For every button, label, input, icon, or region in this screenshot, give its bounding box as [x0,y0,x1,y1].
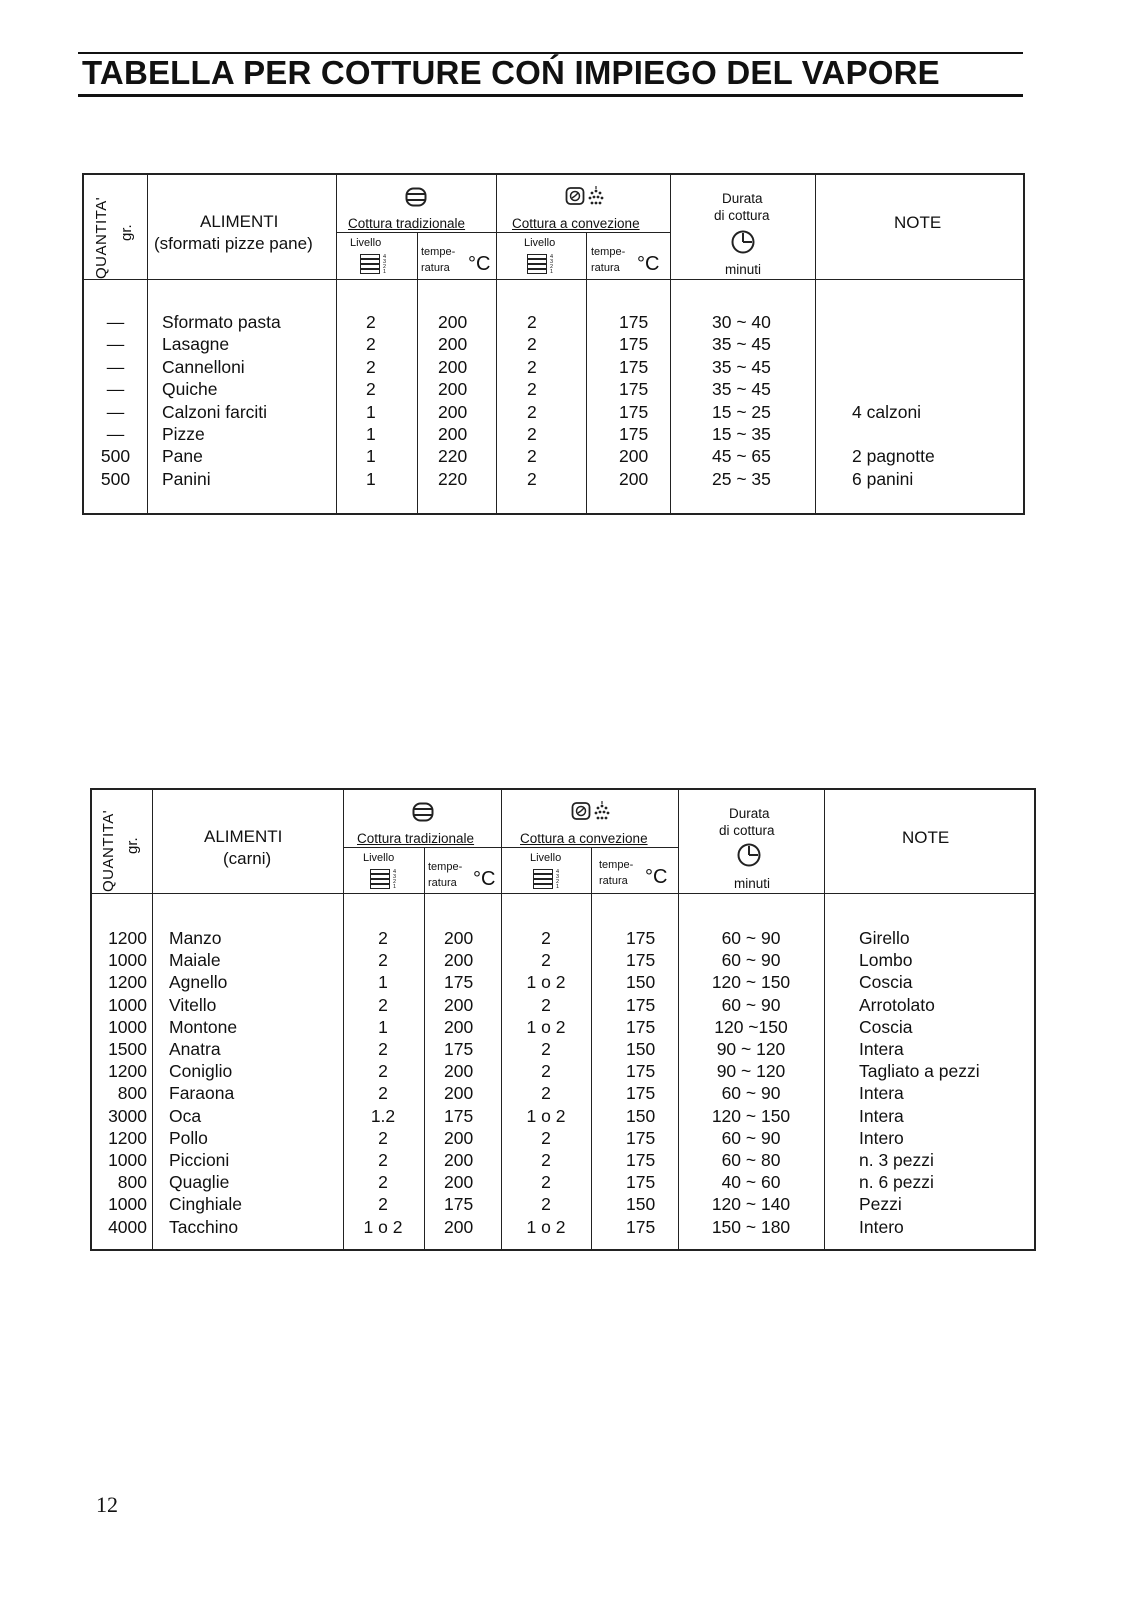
conv-level-cell: 2 [527,468,537,489]
note-cell: Intera [859,1083,904,1104]
conv-level-cell: 2 [527,312,537,332]
table-row [92,1193,1034,1215]
quantity-cell: 1200 [108,1061,147,1082]
table-row [92,994,1034,1016]
oven-level-icon [370,869,390,889]
duration-cell: 60 ~ 80 [721,1150,781,1170]
conv-level-cell: 2 [541,1083,551,1104]
trad-temp-cell: 175 [444,1194,474,1215]
quantity-cell: 4000 [108,1216,147,1237]
trad-temp-cell: 175 [444,1039,474,1059]
conv-level-cell: 2 [527,334,537,355]
quantity-cell: 1000 [108,994,147,1015]
table-row [84,423,1023,445]
traditional-oven-icon [412,802,434,822]
conv-level-cell: 2 [541,928,551,948]
trad-temp-cell: 200 [438,356,468,377]
duration-cell: 35 ~ 45 [712,379,771,400]
conv-temp-cell: 175 [619,401,649,422]
trad-level-cell: 1 [366,401,376,422]
celsius-label: °C [473,868,496,890]
conv-level-cell: 1 o 2 [526,972,566,993]
quantity-cell: — [106,401,125,422]
fan-steam-icon [571,800,615,822]
temp-header-1: tempe- [599,859,634,871]
quantity-cell: 800 [117,1083,147,1104]
quantity-header: QUANTITA' [93,196,110,279]
food-cell: Oca [169,1105,202,1126]
notes-header: NOTE [902,828,950,847]
clock-icon [736,842,762,868]
note-cell: Coscia [859,1016,913,1037]
conv-temp-cell: 200 [619,446,649,467]
trad-level-cell: 2 [378,1061,388,1082]
quantity-cell: 1000 [108,950,147,971]
conv-level-cell: 2 [527,379,537,400]
food-cell: Piccioni [169,1150,230,1170]
table-row [92,1105,1034,1127]
table-row [84,445,1023,467]
trad-temp-cell: 200 [444,1150,474,1170]
celsius-label: °C [645,866,668,888]
quantity-cell: — [106,424,125,444]
conv-level-cell: 1 o 2 [526,1105,566,1126]
food-subheader: (carni) [223,849,272,868]
food-cell: Manzo [169,928,222,948]
conv-level-cell: 2 [527,424,537,444]
food-cell: Cinghiale [169,1194,242,1215]
trad-temp-cell: 200 [438,379,468,400]
level-header: Livello [363,852,395,864]
quantity-header: QUANTITA' [100,809,117,892]
duration-subheader: di cottura [714,208,770,223]
quantity-cell: 1000 [108,1150,147,1170]
trad-temp-cell: 200 [444,994,474,1015]
food-cell: Coniglio [169,1061,233,1082]
header-divider [84,279,1023,280]
trad-level-cell: 1 [366,468,376,489]
note-cell: 2 pagnotte [852,446,935,467]
table-row [84,401,1023,423]
trad-level-cell: 2 [366,334,376,355]
quantity-cell: — [106,356,125,377]
conv-level-cell: 2 [541,1039,551,1059]
traditional-header: Cottura tradizionale [357,831,475,846]
duration-cell: 60 ~ 90 [721,1127,781,1148]
food-cell: Calzoni farciti [162,401,268,422]
level-header: Livello [530,852,562,864]
table-row [84,356,1023,378]
quantity-cell: — [106,379,125,400]
minutes-header: minuti [725,262,762,277]
trad-level-cell: 1 o 2 [363,1216,403,1237]
note-cell: Coscia [859,972,913,993]
table-carni [90,788,1036,1251]
convection-header: Cottura a convezione [512,216,640,231]
grams-header: gr. [124,837,141,854]
food-cell: Anatra [169,1039,221,1059]
note-cell: n. 6 pezzi [859,1172,934,1193]
oven-level-icon [360,254,380,274]
note-cell: Intero [859,1216,904,1237]
conv-temp-cell: 175 [626,1216,656,1237]
level-header: Livello [524,237,556,249]
trad-temp-cell: 200 [444,1083,474,1104]
duration-header: Durata [722,191,763,206]
trad-temp-cell: 175 [444,972,474,993]
conv-temp-cell: 175 [626,1016,656,1037]
duration-cell: 60 ~ 90 [721,994,781,1015]
food-header: ALIMENTI [200,212,279,231]
conv-level-cell: 2 [527,356,537,377]
note-cell: Intero [859,1127,904,1148]
oven-level-icon [527,254,547,274]
conv-temp-cell: 150 [626,972,656,993]
food-cell: Cannelloni [162,356,245,377]
trad-temp-cell: 200 [444,928,474,948]
table-row [84,311,1023,333]
celsius-label: °C [468,253,491,275]
trad-temp-cell: 200 [438,401,468,422]
conv-temp-cell: 175 [619,424,649,444]
table-row [92,971,1034,993]
note-cell: Intera [859,1039,904,1059]
conv-temp-cell: 175 [619,356,649,377]
trad-level-cell: 2 [378,994,388,1015]
quantity-cell: 1200 [108,972,147,993]
conv-level-cell: 2 [527,401,537,422]
food-cell: Vitello [169,994,217,1015]
conv-level-cell: 2 [541,1194,551,1215]
conv-temp-cell: 175 [619,312,649,332]
conv-temp-cell: 175 [626,1061,656,1082]
trad-temp-cell: 200 [444,1216,474,1237]
duration-cell: 60 ~ 90 [721,1083,781,1104]
food-cell: Pane [162,446,203,467]
trad-temp-cell: 200 [444,1016,474,1037]
duration-cell: 15 ~ 35 [712,424,771,444]
food-cell: Maiale [169,950,221,971]
minutes-header: minuti [734,876,771,891]
quantity-cell: 1200 [108,928,147,948]
duration-subheader: di cottura [719,823,775,838]
temp-header-2: ratura [591,262,620,274]
table-row [84,468,1023,490]
subheader-divider [336,232,670,233]
trad-level-cell: 2 [366,356,376,377]
duration-cell: 45 ~ 65 [712,446,771,467]
conv-temp-cell: 175 [626,928,656,948]
temp-header-1: tempe- [591,246,626,258]
trad-temp-cell: 220 [438,446,468,467]
temp-header-2: ratura [599,875,628,887]
duration-cell: 25 ~ 35 [712,468,771,489]
level-numbers: 4 3 2 1 [383,254,387,275]
conv-temp-cell: 150 [626,1039,656,1059]
conv-level-cell: 1 o 2 [526,1216,566,1237]
note-cell: n. 3 pezzi [859,1150,934,1170]
trad-level-cell: 1 [378,1016,388,1037]
conv-temp-cell: 150 [626,1194,656,1215]
conv-level-cell: 1 o 2 [526,1016,566,1037]
food-cell: Lasagne [162,334,230,355]
notes-header: NOTE [894,213,942,232]
food-cell: Pizze [162,424,205,444]
table-row [92,1216,1034,1238]
trad-level-cell: 1 [378,972,388,993]
convection-header: Cottura a convezione [520,831,648,846]
note-cell: 4 calzoni [852,401,922,422]
food-cell: Montone [169,1016,238,1037]
oven-level-icon [533,869,553,889]
traditional-oven-icon [405,187,427,207]
trad-level-cell: 2 [378,1039,388,1059]
table-row [92,1082,1034,1104]
food-cell: Faraona [169,1083,235,1104]
trad-level-cell: 1.2 [370,1105,396,1126]
trad-temp-cell: 200 [444,1127,474,1148]
note-cell: Girello [859,928,910,948]
trad-level-cell: 2 [378,1194,388,1215]
food-cell: Agnello [169,972,228,993]
food-header: ALIMENTI [204,827,283,846]
quantity-cell: 1200 [108,1127,147,1148]
title-bottom-rule [78,94,1023,97]
quantity-cell: 1500 [108,1039,147,1059]
duration-cell: 40 ~ 60 [721,1172,781,1193]
trad-temp-cell: 200 [438,312,468,332]
quantity-cell: 500 [100,446,131,467]
trad-level-cell: 2 [366,312,376,332]
food-cell: Quiche [162,379,218,400]
trad-level-cell: 1 [366,424,376,444]
trad-level-cell: 2 [366,379,376,400]
table-row [92,1171,1034,1193]
duration-cell: 60 ~ 90 [721,950,781,971]
duration-cell: 120 ~ 150 [711,1105,791,1126]
duration-cell: 30 ~ 40 [712,312,771,332]
conv-temp-cell: 175 [619,334,649,355]
trad-temp-cell: 200 [444,1061,474,1082]
duration-cell: 150 ~ 180 [711,1216,791,1237]
conv-temp-cell: 175 [626,1172,656,1193]
table-row [84,333,1023,355]
conv-level-cell: 2 [541,1150,551,1170]
food-cell: Quaglie [169,1172,230,1193]
trad-temp-cell: 200 [438,424,468,444]
duration-cell: 60 ~ 90 [721,928,781,948]
duration-cell: 15 ~ 25 [712,401,771,422]
page-number: 12 [96,1492,118,1517]
trad-level-cell: 2 [378,1083,388,1104]
food-cell: Panini [162,468,211,489]
table-sformati [82,173,1025,515]
level-numbers: 4 3 2 1 [393,869,397,890]
trad-level-cell: 2 [378,950,388,971]
table-row [92,1016,1034,1038]
trad-temp-cell: 200 [444,1172,474,1193]
note-cell: Arrotolato [859,994,935,1015]
fan-steam-icon [565,185,609,207]
grams-header: gr. [118,224,135,241]
table-row [92,1060,1034,1082]
duration-cell: 35 ~ 45 [712,356,771,377]
level-header: Livello [350,237,382,249]
note-cell: Lombo [859,950,913,971]
duration-cell: 90 ~ 120 [716,1061,786,1082]
duration-header: Durata [729,806,770,821]
conv-level-cell: 2 [527,446,537,467]
food-subheader: (sformati pizze pane) [154,234,313,253]
conv-temp-cell: 175 [626,1150,656,1170]
conv-level-cell: 2 [541,1061,551,1082]
note-cell: Pezzi [859,1194,902,1215]
duration-cell: 90 ~ 120 [716,1039,786,1059]
trad-level-cell: 1 [366,446,376,467]
conv-temp-cell: 175 [626,1083,656,1104]
traditional-header: Cottura tradizionale [348,216,466,231]
conv-temp-cell: 175 [626,994,656,1015]
quantity-cell: 800 [117,1172,147,1193]
trad-temp-cell: 200 [438,334,468,355]
temp-header-1: tempe- [428,861,463,873]
quantity-cell: 1000 [108,1016,147,1037]
trad-temp-cell: 200 [444,950,474,971]
conv-level-cell: 2 [541,1127,551,1148]
conv-level-cell: 2 [541,994,551,1015]
food-cell: Tacchino [169,1216,239,1237]
level-numbers: 4 3 2 1 [550,254,554,275]
header-divider [92,893,1034,894]
temp-header-1: tempe- [421,246,456,258]
quantity-cell: 500 [100,468,131,489]
temp-header-2: ratura [421,262,450,274]
quantity-cell: — [106,334,125,355]
note-cell: Tagliato a pezzi [859,1061,980,1082]
quantity-cell: — [106,312,125,332]
duration-cell: 120 ~ 150 [711,972,791,993]
duration-cell: 120 ~ 140 [711,1194,791,1215]
conv-level-cell: 2 [541,950,551,971]
table-row [92,927,1034,949]
note-cell: 6 panini [852,468,914,489]
table-row [92,949,1034,971]
trad-level-cell: 2 [378,1127,388,1148]
conv-temp-cell: 175 [626,950,656,971]
table-row [92,1149,1034,1171]
conv-temp-cell: 175 [626,1127,656,1148]
trad-level-cell: 2 [378,928,388,948]
table-row [84,378,1023,400]
trad-temp-cell: 175 [444,1105,474,1126]
quantity-cell: 3000 [108,1105,147,1126]
page-title: TABELLA PER COTTURE COŃ IMPIEGO DEL VAPORE [82,54,940,91]
duration-cell: 120 ~150 [714,1016,788,1037]
temp-header-2: ratura [428,877,457,889]
trad-temp-cell: 220 [438,468,468,489]
trad-level-cell: 2 [378,1172,388,1193]
conv-temp-cell: 150 [626,1105,656,1126]
duration-cell: 35 ~ 45 [712,334,771,355]
conv-temp-cell: 175 [619,379,649,400]
celsius-label: °C [637,253,660,275]
food-cell: Pollo [169,1127,208,1148]
note-cell: Intera [859,1105,904,1126]
clock-icon [730,229,756,255]
level-numbers: 4 3 2 1 [556,869,560,890]
subheader-divider [343,847,678,848]
table-row [92,1127,1034,1149]
quantity-cell: 1000 [108,1194,147,1215]
food-cell: Sformato pasta [162,312,281,332]
trad-level-cell: 2 [378,1150,388,1170]
table-row [92,1038,1034,1060]
conv-level-cell: 2 [541,1172,551,1193]
conv-temp-cell: 200 [619,468,649,489]
